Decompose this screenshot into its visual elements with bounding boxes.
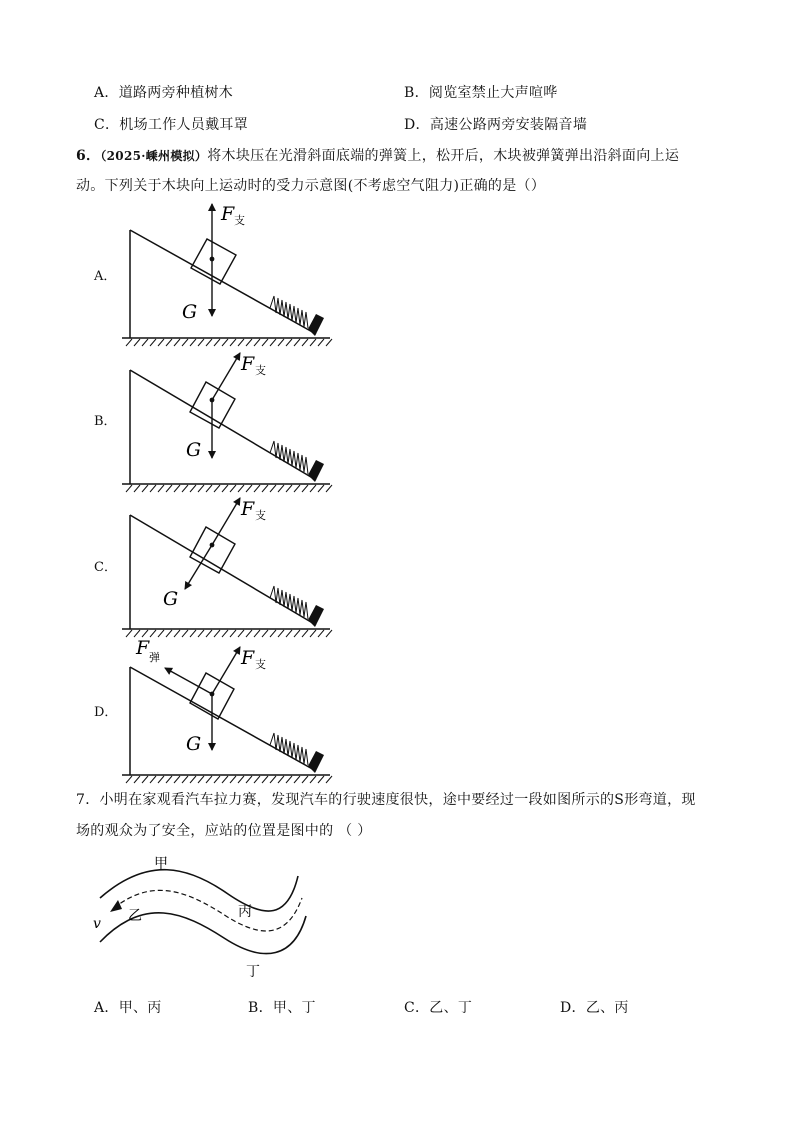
- spring-base-block: [308, 605, 324, 627]
- position-ding: 丁: [246, 964, 260, 980]
- q5-option-d: D．高速公路两旁安装隔音墙: [404, 117, 588, 133]
- spring-base-block: [308, 460, 324, 482]
- position-bing: 丙: [238, 904, 252, 920]
- q6-diagram-a: [118, 196, 338, 348]
- spring: [270, 733, 308, 765]
- q6-diagram-d: [118, 633, 338, 785]
- incline: [130, 370, 316, 484]
- road-outer-edge: [100, 870, 298, 911]
- support-subscript: 支: [255, 509, 266, 522]
- force-F-label: F: [241, 498, 255, 520]
- support-subscript: 支: [255, 658, 266, 671]
- q6-source: （2025·嵊州模拟）: [100, 149, 208, 163]
- spring-subscript: 弹: [149, 651, 160, 664]
- spring: [270, 586, 308, 619]
- position-jia: 甲: [154, 856, 168, 872]
- velocity-v-label: v: [93, 916, 101, 932]
- q7-option-d: D．乙、丙: [560, 1000, 629, 1016]
- q7-stem-line1: 7．小明在家观看汽车拉力赛，发现汽车的行驶速度很快，途中要经过一段如图所示的S形弯道，现: [76, 792, 696, 808]
- q5-option-b: B．阅览室禁止大声喧哗: [404, 85, 558, 101]
- gravity-label: G: [163, 588, 179, 610]
- gravity-label: G: [182, 301, 198, 323]
- support-subscript: 支: [234, 214, 245, 227]
- q6-label-b: B．: [94, 414, 117, 429]
- force-F-label: F: [241, 353, 255, 375]
- incline: [130, 230, 316, 338]
- q6-stem-line1: [76, 145, 679, 165]
- force-F-label: F: [221, 203, 235, 225]
- q6-number: 6．: [76, 148, 101, 164]
- support-subscript: 支: [255, 364, 266, 377]
- ground-hatch: [122, 775, 332, 783]
- gravity-label: G: [186, 439, 202, 461]
- q5-option-c: C．机场工作人员戴耳罩: [94, 117, 249, 133]
- q7-option-b: B．甲、丁: [248, 1000, 316, 1016]
- q7-s-curve-diagram: [88, 846, 318, 986]
- q6-stem-line2: 动。下列关于木块向上运动时的受力示意图(不考虑空气阻力)正确的是（）: [76, 178, 546, 194]
- q6-diagram-b: [118, 342, 338, 494]
- q6-label-d: D．: [94, 705, 118, 720]
- position-yi: 乙: [128, 908, 142, 924]
- incline: [130, 515, 316, 629]
- q6-diagram-c: [118, 487, 338, 639]
- q7-stem-line2: 场的观众为了安全，应站的位置是图中的 （ ）: [76, 823, 372, 839]
- q5-option-a: A．道路两旁种植树木: [94, 85, 234, 101]
- support-force-arrow: [212, 647, 240, 694]
- direction-arrow: [110, 900, 122, 912]
- q6-label-a: A．: [94, 269, 117, 284]
- force-F-label: F: [241, 647, 255, 669]
- q6-label-c: C．: [94, 560, 117, 575]
- spring: [270, 296, 308, 328]
- q7-option-a: A．甲、丙: [94, 1000, 162, 1016]
- spring-base-block: [308, 314, 324, 336]
- spring: [270, 441, 308, 474]
- q7-option-c: C．乙、丁: [404, 1000, 473, 1016]
- spring-base-block: [308, 751, 324, 773]
- gravity-label: G: [186, 733, 202, 755]
- wooden-block: [190, 527, 235, 573]
- q6-text-1: 将木块压在光滑斜面底端的弹簧上，松开后，木块被弹簧弹出沿斜面向上运: [207, 148, 680, 164]
- spring-force-F-label: F: [136, 637, 150, 659]
